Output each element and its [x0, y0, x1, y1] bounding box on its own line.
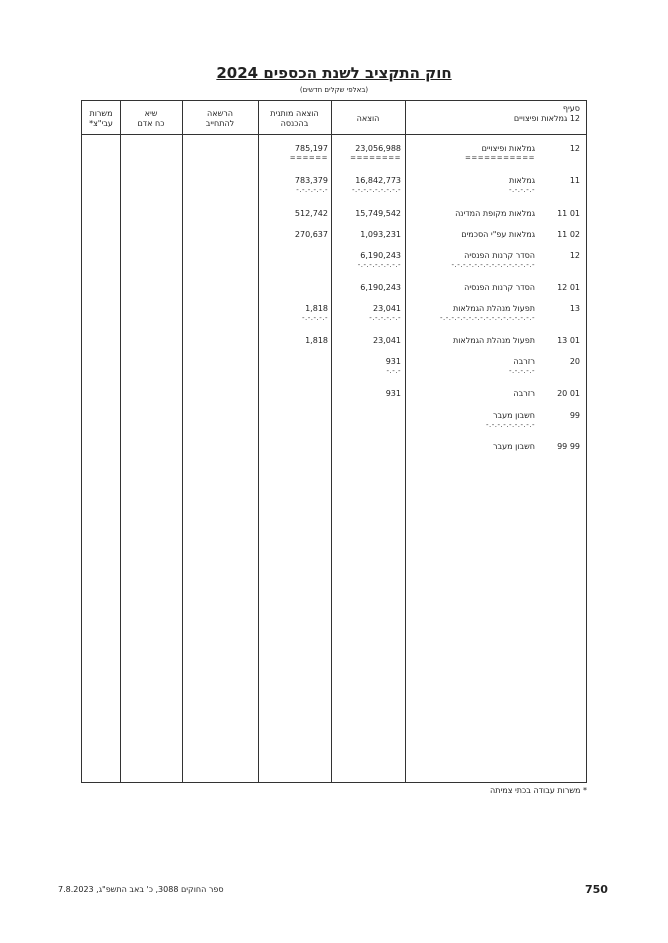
- row-name-underline: -.-.-.-.-: [508, 367, 535, 375]
- row-expense-underline: -.-.-.-.-.-: [369, 314, 401, 322]
- row-expense: 6,190,243: [360, 283, 401, 292]
- column-divider: [258, 101, 259, 782]
- row-name-underline: -.-.-.-.-.-.-.-.-: [485, 421, 535, 429]
- footer-citation: ספר החוקים 3088, כ' באב התשפ"ג, 7.8.2023: [58, 885, 224, 894]
- row-code: 11: [569, 176, 580, 185]
- header-commitment: הרשאה להתחייב: [205, 109, 235, 128]
- row-name: הסדר קרנות הפנסיה: [464, 251, 535, 260]
- row-code: 12: [569, 251, 580, 260]
- row-conditional: 785,197: [294, 144, 328, 153]
- row-expense: 16,842,773: [355, 176, 401, 185]
- page-number: 750: [585, 883, 608, 896]
- header-expense: הוצאה: [356, 114, 380, 123]
- row-code: 99: [569, 411, 580, 420]
- footnote: * משרות עבודה בכתי צמיתה: [490, 786, 587, 795]
- header-section: סעיף 12 גמלאות ופיצויים: [513, 104, 580, 123]
- row-expense: 1,093,231: [360, 230, 401, 239]
- row-name: חשבון מעבר: [492, 442, 535, 451]
- row-name: תפעול מנהלת הגמלאות: [452, 304, 535, 313]
- row-name: תפעול מנהלת הגמלאות: [452, 336, 535, 345]
- row-code: 20 01: [557, 389, 580, 398]
- row-conditional: 1,818: [305, 336, 328, 345]
- row-name: גמלאות מקופת המדינה: [455, 209, 535, 218]
- row-expense-underline: ========: [350, 154, 401, 162]
- row-name-underline: -.-.-.-.-: [508, 186, 535, 194]
- row-name: חשבון מעבר: [492, 411, 535, 420]
- row-name-underline: ===========: [464, 154, 535, 162]
- column-divider: [405, 101, 406, 782]
- page-title: חוק התקציב לשנת הכספים 2024: [216, 64, 452, 82]
- column-divider: [182, 101, 183, 782]
- row-code: 11 01: [557, 209, 580, 218]
- row-conditional-underline: -.-.-.-.-.-: [296, 186, 328, 194]
- row-code: 13 01: [557, 336, 580, 345]
- row-name: רזרבה: [513, 389, 535, 398]
- row-code: 11 02: [557, 230, 580, 239]
- row-code: 99 99: [557, 442, 580, 451]
- row-expense: 6,190,243: [360, 251, 401, 260]
- budget-table: [81, 100, 587, 783]
- header-peak: שיא כח אדם: [137, 109, 165, 128]
- row-code: 20: [569, 357, 580, 366]
- row-name-underline: -.-.-.-.-.-.-.-.-.-.-.-.-.-.-: [451, 261, 535, 269]
- row-conditional: 783,379: [294, 176, 328, 185]
- header-divider: [82, 134, 586, 135]
- row-expense: 931: [385, 389, 401, 398]
- row-name: גמלאות ופיצויים: [481, 144, 535, 153]
- row-name: גמלאות: [508, 176, 535, 185]
- row-expense-underline: -.-.-: [386, 367, 401, 375]
- row-name: רזרבה: [513, 357, 535, 366]
- column-divider: [331, 101, 332, 782]
- row-conditional: 270,637: [294, 230, 328, 239]
- row-expense: 931: [385, 357, 401, 366]
- row-conditional-underline: ======: [289, 154, 328, 162]
- row-code: 12: [569, 144, 580, 153]
- row-code: 12 01: [557, 283, 580, 292]
- row-code: 13: [569, 304, 580, 313]
- row-expense: 23,041: [373, 304, 401, 313]
- row-expense: 15,749,542: [355, 209, 401, 218]
- row-expense: 23,056,988: [355, 144, 401, 153]
- row-expense-underline: -.-.-.-.-.-.-.-: [357, 261, 401, 269]
- row-name: גמלאות עפ"י הסכמים: [461, 230, 535, 239]
- header-conditional: הוצאה מותנית בהכנסה: [270, 109, 319, 128]
- row-conditional-underline: -.-.-.-.-: [301, 314, 328, 322]
- row-conditional: 512,742: [294, 209, 328, 218]
- row-expense: 23,041: [373, 336, 401, 345]
- row-name: הסדר קרנות הפנסיה: [464, 283, 535, 292]
- page-subtitle: (באלפי שקלים חדשים): [299, 86, 369, 94]
- row-conditional: 1,818: [305, 304, 328, 313]
- column-divider: [120, 101, 121, 782]
- row-expense-underline: -.-.-.-.-.-.-.-.-: [351, 186, 401, 194]
- row-name-underline: -.-.-.-.-.-.-.-.-.-.-.-.-.-.-.-.-: [439, 314, 535, 322]
- header-staff: משרות עבי"צ*: [89, 109, 113, 128]
